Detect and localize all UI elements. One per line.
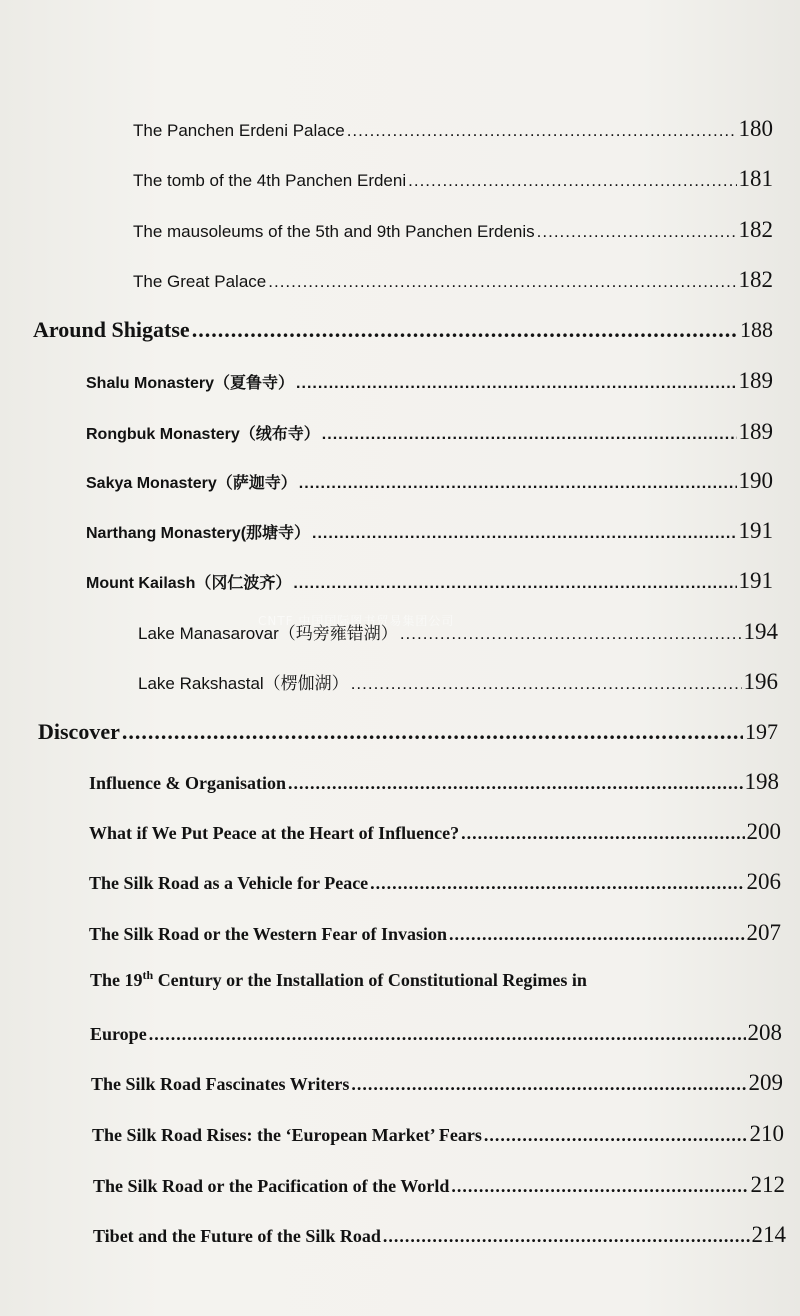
entry-title: What if We Put Peace at the Heart of Influence? xyxy=(89,823,460,843)
page-number: 189 xyxy=(738,368,773,393)
toc-entry[interactable] xyxy=(89,769,779,795)
dot-leader xyxy=(288,773,742,794)
entry-title: Discover xyxy=(38,719,120,744)
entry-title: Influence & Organisation xyxy=(89,773,287,793)
toc-entry[interactable] xyxy=(92,1121,784,1147)
dot-leader xyxy=(149,1024,746,1045)
dot-leader xyxy=(322,426,737,444)
dot-leader xyxy=(484,1125,748,1146)
entry-title: Rongbuk Monastery（绒布寺） xyxy=(86,426,320,443)
toc-entry[interactable] xyxy=(86,419,773,445)
dot-leader xyxy=(449,924,744,945)
entry-title-post: Century or the Installation of Constitutional Regimes in xyxy=(153,970,587,990)
dot-leader xyxy=(192,317,738,343)
page-number: 200 xyxy=(746,819,781,844)
toc-entry[interactable] xyxy=(86,468,773,494)
entry-title: The Great Palace xyxy=(133,272,267,291)
entry-title: The Silk Road or the Pacification of the World xyxy=(93,1176,450,1196)
toc-entry[interactable] xyxy=(89,920,781,946)
dot-leader xyxy=(351,674,742,694)
page-number: 197 xyxy=(745,719,778,744)
dot-leader xyxy=(383,1226,750,1247)
dot-leader xyxy=(268,272,736,292)
toc-entry[interactable] xyxy=(133,267,773,293)
page-number: 212 xyxy=(750,1172,785,1197)
page-number: 181 xyxy=(738,166,773,191)
toc-entry[interactable] xyxy=(89,869,781,895)
dot-leader xyxy=(451,1176,748,1197)
dot-leader xyxy=(312,525,736,543)
entry-title: Europe xyxy=(90,1024,147,1044)
toc-section-heading[interactable] xyxy=(33,317,773,343)
dot-leader xyxy=(537,222,737,242)
page-number: 208 xyxy=(747,1020,782,1045)
dot-leader xyxy=(351,1074,746,1095)
toc-entry[interactable] xyxy=(138,669,778,695)
entry-title: The mausoleums of the 5th and 9th Panchen Erdenis xyxy=(133,222,535,241)
entry-title: Lake Rakshastal（楞伽湖） xyxy=(138,674,349,693)
page-number: 198 xyxy=(744,769,779,794)
entry-title: Sakya Monastery（萨迦寺） xyxy=(86,475,297,492)
watermark: CNTF 中国国际图书贸易集团公司 xyxy=(258,614,455,628)
toc-entry[interactable] xyxy=(93,1172,785,1198)
dot-leader xyxy=(122,719,743,745)
toc-entry[interactable] xyxy=(93,1222,786,1248)
ordinal-suffix: th xyxy=(142,968,154,982)
page-number: 182 xyxy=(738,267,773,292)
page-number: 196 xyxy=(743,669,778,694)
page-number: 188 xyxy=(740,317,773,342)
page-number: 191 xyxy=(738,518,773,543)
entry-title: Lake Manasarovar（玛旁雍错湖） xyxy=(138,624,398,643)
toc-entry[interactable] xyxy=(86,518,773,544)
toc-entry[interactable] xyxy=(133,166,773,192)
dot-leader xyxy=(299,475,737,493)
toc-entry[interactable] xyxy=(91,1070,783,1096)
entry-title: The Silk Road Rises: the ‘European Market’ Fears xyxy=(92,1125,482,1145)
page-number: 214 xyxy=(751,1222,786,1247)
toc-entry[interactable] xyxy=(90,1020,782,1046)
page-number: 191 xyxy=(738,568,773,593)
entry-title: Mount Kailash（冈仁波齐） xyxy=(86,575,292,592)
toc-entry-first-line[interactable] xyxy=(90,968,587,991)
dot-leader xyxy=(296,375,736,393)
entry-title: The Panchen Erdeni Palace xyxy=(133,121,345,140)
page-number: 210 xyxy=(749,1121,784,1146)
entry-title: Narthang Monastery(那塘寺） xyxy=(86,525,311,542)
entry-title: The Silk Road Fascinates Writers xyxy=(91,1074,350,1094)
dot-leader xyxy=(370,873,744,894)
page-number: 194 xyxy=(743,619,778,644)
dot-leader xyxy=(461,823,744,844)
entry-title: The Silk Road or the Western Fear of Invasion xyxy=(89,924,448,944)
entry-title: Tibet and the Future of the Silk Road xyxy=(93,1226,381,1246)
page-number: 190 xyxy=(738,468,773,493)
toc-entry[interactable] xyxy=(86,368,773,394)
dot-leader xyxy=(293,575,736,593)
page-number: 207 xyxy=(746,920,781,945)
dot-leader xyxy=(408,171,736,191)
page-number: 182 xyxy=(738,217,773,242)
toc-entry[interactable] xyxy=(133,116,773,142)
page-number: 206 xyxy=(746,869,781,894)
page-number: 209 xyxy=(748,1070,783,1095)
page-number: 180 xyxy=(738,116,773,141)
entry-title: The tomb of the 4th Panchen Erdeni xyxy=(133,171,407,190)
toc-entry[interactable] xyxy=(89,819,781,845)
toc-entry[interactable] xyxy=(133,217,773,243)
entry-title: Around Shigatse xyxy=(33,317,190,342)
entry-title-pre: The 19 xyxy=(90,970,143,990)
page-number: 189 xyxy=(738,419,773,444)
toc-entry[interactable] xyxy=(86,568,773,594)
dot-leader xyxy=(347,121,737,141)
entry-title: The Silk Road as a Vehicle for Peace xyxy=(89,873,369,893)
entry-title: Shalu Monastery（夏鲁寺） xyxy=(86,375,295,392)
toc-section-heading[interactable] xyxy=(38,719,778,745)
